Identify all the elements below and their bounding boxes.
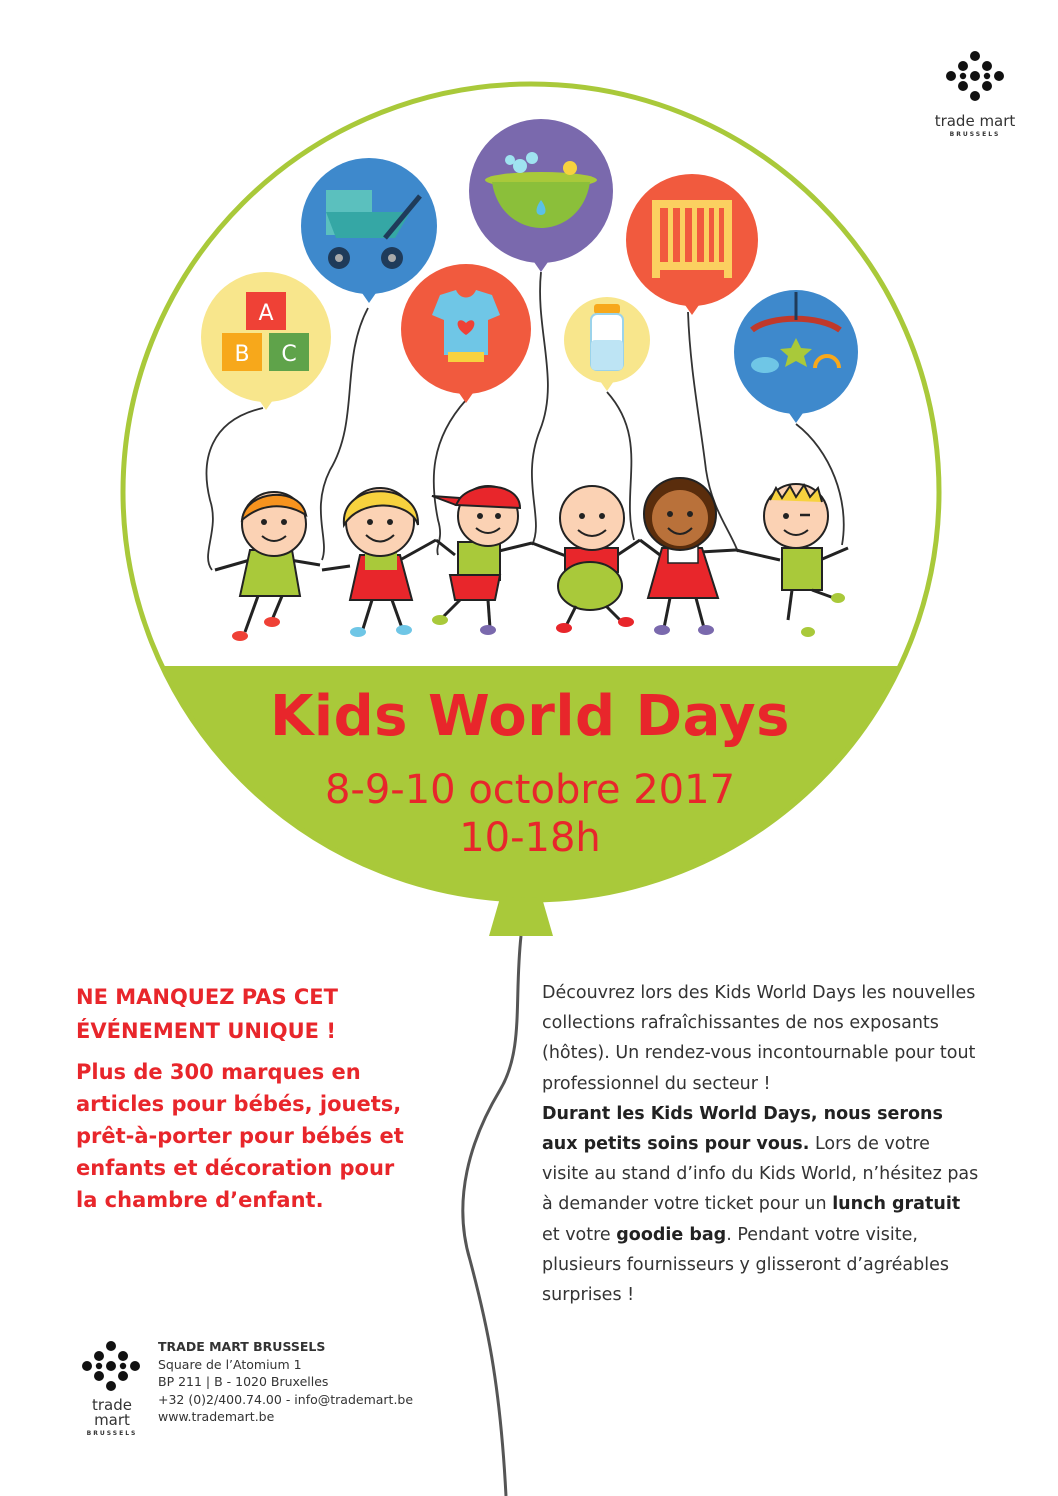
promo-line: articles pour bébés, jouets,	[76, 1092, 402, 1116]
text-span: Lors de votre visite au stand d’info du Kids World, n’hésitez pas à demander votre ticket pour un	[542, 1134, 979, 1215]
text-span: et votre	[542, 1224, 617, 1245]
brand-logo	[930, 110, 1020, 138]
promo-line: la chambre d’enfant.	[76, 1188, 324, 1212]
footer-logo-word: trade mart	[92, 1396, 132, 1429]
promo-line: prêt-à-porter pour bébés et	[76, 1124, 404, 1148]
footer-address	[158, 1338, 458, 1426]
footer-logo-dots	[82, 1341, 140, 1391]
left-promo	[76, 980, 416, 1216]
balloon-string	[463, 936, 521, 1496]
description-paragraph-1: Découvrez lors des Kids World Days les nouvelles collections rafraîchissantes de nos exposants (hôtes). Un rendez-vous incontournable pour tout professionnel du secteur !	[542, 983, 976, 1094]
footer-logo-sub: BRUSSELS	[86, 1430, 138, 1437]
brand-logo-sub: BRUSSELS	[949, 131, 1001, 138]
text-span: . Pendant votre visite, plusieurs fournisseurs y glisseront d’agréables surprises !	[542, 1224, 949, 1306]
goodie-bag: goodie bag	[616, 1224, 727, 1245]
footer-logo	[74, 1394, 150, 1437]
promo-line: enfants et décoration pour	[76, 1156, 395, 1180]
block-letter-c: C	[281, 342, 297, 367]
block-letter-b: B	[234, 342, 250, 367]
brand-logo-word: trade mart	[934, 112, 1016, 130]
event-dates: 8-9-10 octobre 2017	[324, 767, 736, 813]
lunch-gratuit: lunch gratuit	[832, 1194, 961, 1215]
balloon-knot	[489, 898, 553, 936]
event-schedule	[170, 766, 890, 862]
address-line-2: BP 211 | B - 1020 Bruxelles	[158, 1374, 329, 1389]
promo-heading-1: NE MANQUEZ PAS CET	[76, 985, 338, 1009]
event-title: Kids World Days	[269, 684, 791, 749]
description-text	[542, 978, 982, 1310]
trade-mart-logo-dots	[946, 51, 1004, 101]
contact-info[interactable]: +32 (0)2/400.74.00 - info@trademart.be	[158, 1391, 414, 1407]
bold-intro: Durant les Kids World Days, nous serons aux petits soins pour vous.	[542, 1103, 943, 1155]
event-hours: 10-18h	[459, 815, 601, 861]
description-paragraph-2	[542, 1099, 982, 1310]
company-name: TRADE MART BRUSSELS	[158, 1339, 326, 1354]
promo-text	[76, 1056, 416, 1216]
promo-line: Plus de 300 marques en	[76, 1060, 361, 1084]
address-line-1: Square de l’Atomium 1	[158, 1356, 302, 1372]
website-link[interactable]: www.trademart.be	[158, 1409, 275, 1424]
promo-heading-2: ÉVÉNEMENT UNIQUE !	[76, 1019, 336, 1043]
block-letter-a: A	[258, 301, 274, 326]
